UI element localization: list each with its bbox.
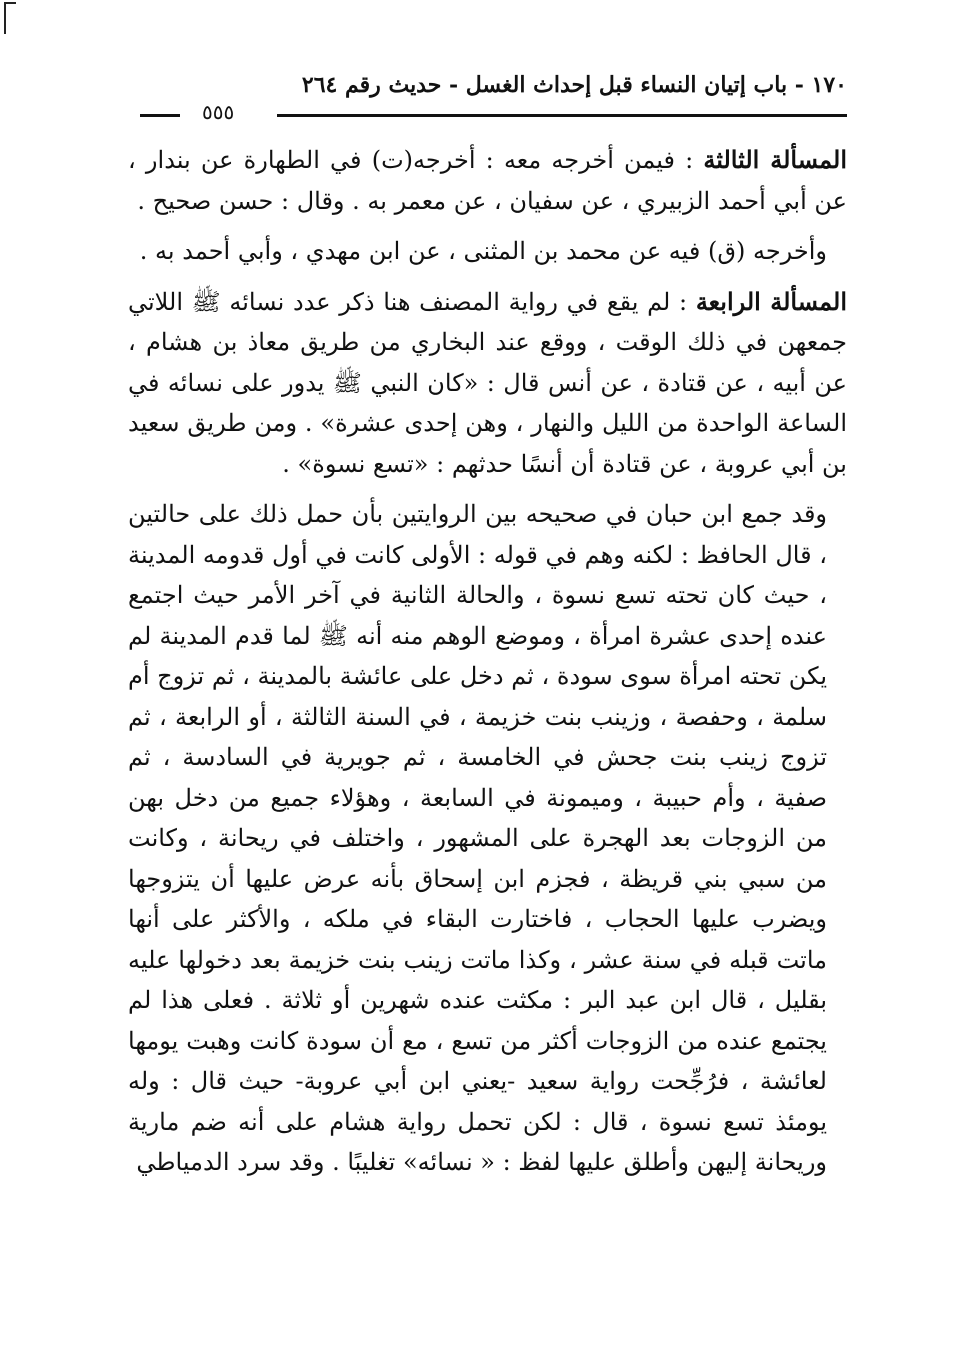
header-rule-left — [140, 114, 180, 117]
paragraph-text: : فيمن أخرجه معه : أخرجه(ت) في الطهارة عن بندار ، عن أبي أحمد الزبيري ، عن سفيان ، عن معمر به . وقال : حسن صحيح . — [128, 146, 847, 215]
header-rule-row — [140, 100, 847, 124]
paragraph-lead: المسألة الرابعة — [695, 286, 847, 316]
paragraph-issue-three — [128, 140, 847, 221]
paragraph-issue-four — [128, 282, 847, 485]
paragraph-takhrij-ibn-majah — [128, 231, 847, 272]
paragraph-text: وقد جمع ابن حبان في صحيحه بين الروايتين بأن حمل ذلك على حالتين ، قال الحافظ : لكنه وهم في قوله : الأولى كانت في أول قدومه المدينة ، حيث كان تحته تسع نسوة ، والحالة الثانية في آخر الأمر حيث اجتمع عنده إحدى عشرة امرأة ، وموضع الوهم منه أنه ﷺ لما قدم المدينة لم يكن تحته امرأة سوى سودة ، ثم دخل على عائشة بالمدينة ، ثم تزوج أم سلمة ، وحفصة ، وزينب بنت خزيمة ، في السنة الثالثة ، أو الرابعة ، ثم تزوج زينب بنت جحش في الخامسة ، ثم جويرية في السادسة ، ثم صفية ، وأم حبيبة ، وميمونة في السابعة ، وهؤلاء جميع من دخل بهن من الزوجات بعد الهجرة على المشهور ، واختلف في ريحانة ، وكانت من سبي بني قريظة ، فجزم ابن إسحاق بأنه عرض عليها أن يتزوجها ويضرب عليها الحجاب ، فاختارت البقاء في ملكه ، والأكثر على أنها ماتت قبله في سنة عشر ، وكذا ماتت زينب بنت خزيمة بعد دخولها عليه بقليل ، قال ابن عبد البر : مكثت عنده شهرين أو ثلاثة . فعلى هذا لم يجتمع عنده من الزوجات أكثر من تسع ، مع أن سودة كانت وهبت يومها لعائشة ، فرُجِّحت رواية سعيد -يعني ابن أبي عروبة- حيث قال : وله يومئذ تسع نسوة ، قال : لكن تحمل رواية هشام على أنه ضم مارية وريحانة إليهن وأطلق عليها لفظ : « نسائه» تغليبًا . وقد سرد الدمياطي — [128, 500, 827, 1176]
running-title: ١٧٠ - باب إتيان النساء قبل إحداث الغسل - حديث رقم ٢٦٤ — [301, 72, 847, 98]
page-body — [128, 140, 847, 1183]
header-rule-right — [277, 114, 847, 117]
page-header — [140, 72, 847, 124]
page-corner-mark — [4, 2, 16, 34]
paragraph-text: : لم يقع في رواية المصنف هنا ذكر عدد نسائه ﷺ اللاتي جمعهن في ذلك الوقت ، ووقع عند البخاري من طريق معاذ بن هشام ، عن أبيه ، عن قتادة ، عن أنس قال : «كان النبي ﷺ يدور على نسائه في الساعة الواحدة من الليل والنهار ، وهن إحدى عشرة» . ومن طريق سعيد بن أبي عروبة ، عن قتادة أن أنسًا حدثهم : «تسع نسوة» . — [128, 287, 847, 478]
paragraph-ibn-hibban — [128, 494, 847, 1183]
page-number: ٥٥٥ — [202, 100, 235, 124]
paragraph-lead: المسألة الثالثة — [703, 145, 847, 174]
paragraph-text: وأخرجه (ق) فيه عن محمد بن المثنى ، عن ابن مهدي ، وأبي أحمد به . — [139, 237, 827, 265]
